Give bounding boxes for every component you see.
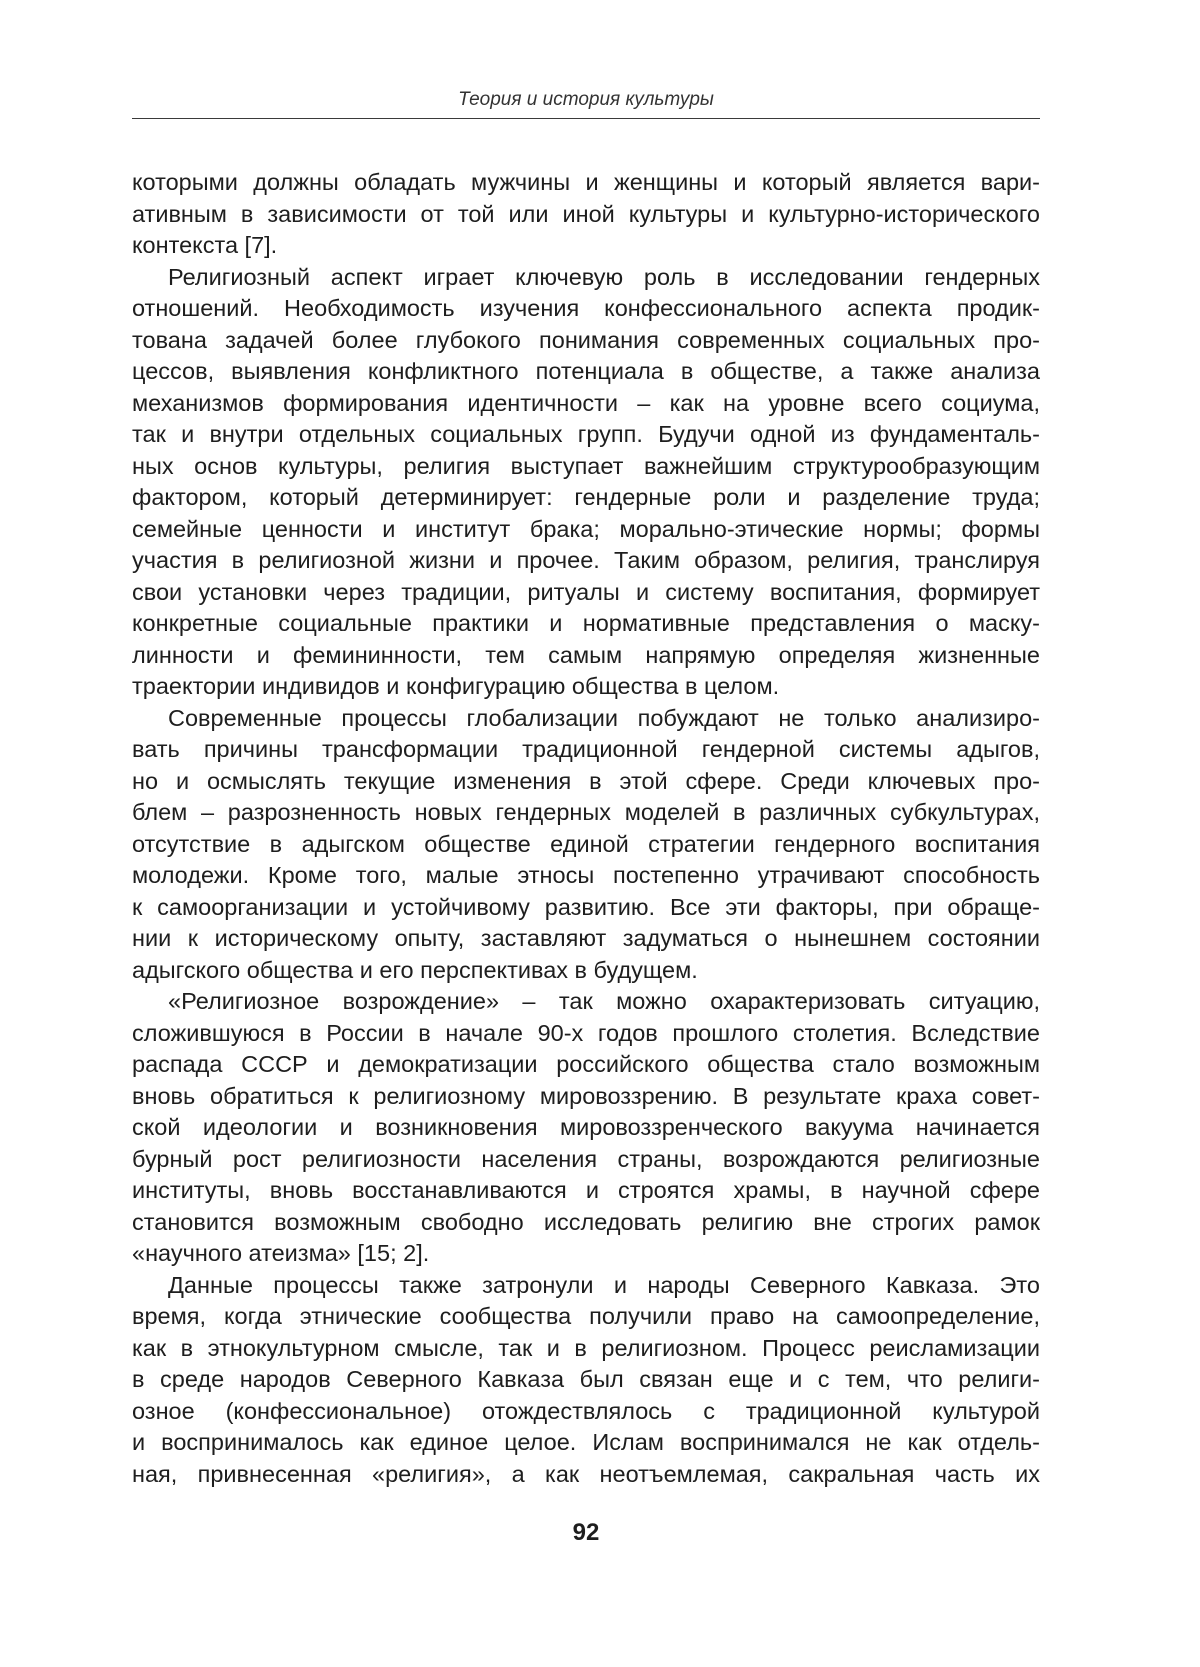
text-line: конкретные социальные практики и нормативные представления о маску- (132, 610, 1040, 636)
text-line: бурный рост религиозности населения страны, возрождаются религиозные (132, 1145, 1040, 1172)
text-line: линности и фемининности, тем самым напрямую определяя жизненные (132, 641, 1040, 668)
text-line: Современные процессы глобализации побуждают не только анализиро- (168, 704, 1040, 731)
text-line: адыгского общества и его перспективах в будущем. (132, 956, 698, 983)
text-line: становится возможным свободно исследовать религию вне строгих рамок (132, 1208, 1040, 1235)
body-text (132, 167, 1040, 1490)
text-line: так и внутри отдельных социальных групп. Будучи одной из фундаменталь- (132, 421, 1040, 447)
text-line: время, когда этнические сообщества получили право на самоопределение, (132, 1303, 1040, 1329)
text-line: вать причины трансформации традиционной гендерной системы адыгов, (132, 736, 1040, 762)
text-line: озное (конфессиональное) отождествлялось с традиционной культурой (132, 1397, 1040, 1424)
text-line: которыми должны обладать мужчины и женщины и который является вари- (132, 169, 1040, 195)
text-line: свои установки через традиции, ритуалы и систему воспитания, формирует (132, 578, 1040, 605)
text-line: цессов, выявления конфликтного потенциала в обществе, а также анализа (132, 358, 1040, 384)
text-line: вновь обратиться к религиозному мировоззрению. В результате краха совет- (132, 1082, 1040, 1109)
text-line: Данные процессы также затронули и народы Северного Кавказа. Это (168, 1271, 1040, 1298)
text-line: блем – разрозненность новых гендерных моделей в различных субкультурах, (132, 799, 1040, 825)
text-line: и воспринималось как единое целое. Ислам воспринимался не как отдель- (132, 1429, 1040, 1455)
text-line: отсутствие в адыгском обществе единой стратегии гендерного воспитания (132, 830, 1040, 857)
text-line: фактором, который детерминирует: гендерные роли и разделение труда; (132, 484, 1040, 510)
text-line: как в этнокультурном смысле, так и в религиозном. Процесс реисламизации (132, 1334, 1040, 1361)
text-line: участия в религиозной жизни и прочее. Таким образом, религия, транслируя (132, 547, 1040, 573)
text-line: контекста [7]. (132, 232, 278, 258)
text-line: ных основ культуры, религия выступает важнейшим структурообразующим (132, 452, 1040, 479)
page-number: 92 (572, 1519, 600, 1546)
header-rule (132, 118, 1040, 119)
text-line: ная, привнесенная «религия», а как неотъемлемая, сакральная часть их (132, 1460, 1040, 1487)
text-line: в среде народов Северного Кавказа был связан еще и с тем, что религи- (132, 1366, 1040, 1392)
text-line: Религиозный аспект играет ключевую роль в исследовании гендерных (168, 263, 1040, 290)
text-line: распада СССР и демократизации российского общества стало возможным (132, 1051, 1040, 1077)
text-line: «научного атеизма» [15; 2]. (132, 1240, 430, 1266)
text-line: нии к историческому опыту, заставляют задуматься о нынешнем состоянии (132, 925, 1040, 951)
text-line: отношений. Необходимость изучения конфессионального аспекта продик- (132, 295, 1040, 321)
running-header: Теория и история культуры (458, 89, 714, 110)
text-line: сложившуюся в России в начале 90-х годов прошлого столетия. Вследствие (132, 1019, 1040, 1046)
text-line: ской идеологии и возникновения мировоззренческого вакуума начинается (132, 1114, 1040, 1140)
text-line: ативным в зависимости от той или иной культуры и культурно-исторического (132, 200, 1040, 227)
text-line: но и осмыслять текущие изменения в этой сфере. Среди ключевых про- (132, 767, 1040, 794)
text-line: механизмов формирования идентичности – как на уровне всего социума, (132, 389, 1040, 416)
text-line: «Религиозное возрождение» – так можно охарактеризовать ситуацию, (168, 988, 1040, 1014)
text-line: тована задачей более глубокого понимания современных социальных про- (132, 326, 1040, 353)
text-line: молодежи. Кроме того, малые этносы постепенно утрачивают способность (132, 862, 1040, 888)
text-line: траектории индивидов и конфигурацию общества в целом. (132, 673, 780, 699)
text-line: институты, вновь восстанавливаются и строятся храмы, в научной сфере (132, 1177, 1040, 1203)
text-line: к самоорганизации и устойчивому развитию. Все эти факторы, при обраще- (132, 893, 1040, 920)
text-line: семейные ценности и институт брака; морально-этические нормы; формы (132, 515, 1040, 542)
